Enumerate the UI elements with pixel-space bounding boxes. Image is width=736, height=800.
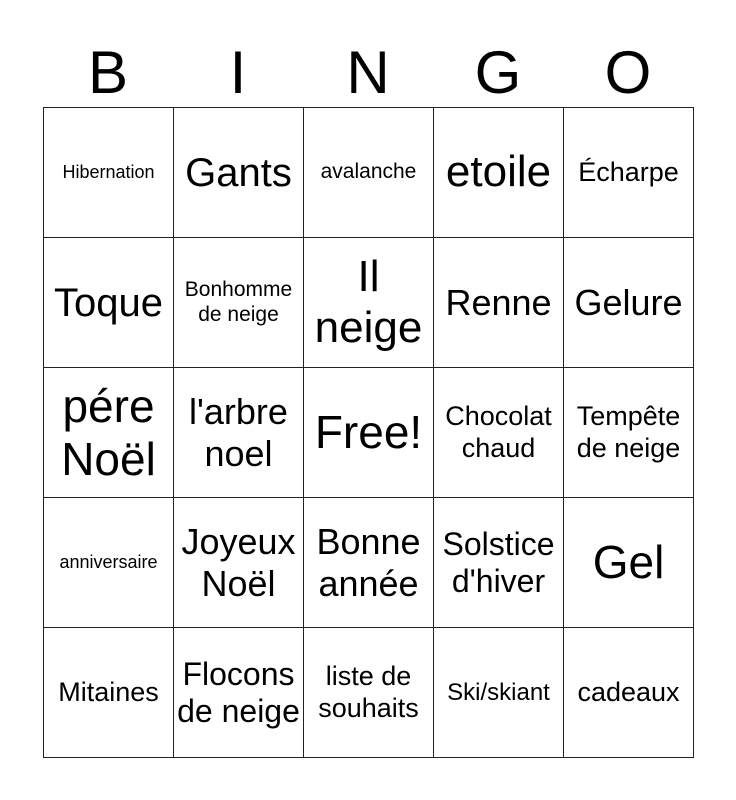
bingo-cell[interactable]: avalanche (304, 108, 434, 238)
grid-row (44, 108, 694, 238)
bingo-cell[interactable]: Écharpe (564, 108, 694, 238)
header-letter-o: O (604, 39, 652, 106)
bingo-cell[interactable]: pére Noël (44, 368, 174, 498)
bingo-cell[interactable]: Toque (44, 238, 174, 368)
bingo-cell[interactable]: liste de souhaits (304, 628, 434, 758)
bingo-cell[interactable]: Hibernation (44, 108, 174, 238)
bingo-card-grid (43, 107, 694, 758)
grid-row (44, 368, 694, 498)
bingo-cell[interactable]: etoile (434, 108, 564, 238)
bingo-cell[interactable]: Mitaines (44, 628, 174, 758)
header-letter-i: I (229, 39, 247, 106)
bingo-cell[interactable]: Solstice d'hiver (434, 498, 564, 628)
grid-row (44, 238, 694, 368)
bingo-cell[interactable]: Gelure (564, 238, 694, 368)
bingo-cell[interactable]: Joyeux Noël (174, 498, 304, 628)
bingo-cell[interactable]: Renne (434, 238, 564, 368)
bingo-header (43, 40, 693, 106)
bingo-cell[interactable]: Bonne année (304, 498, 434, 628)
bingo-cell[interactable]: Gel (564, 498, 694, 628)
bingo-cell[interactable]: Il neige (304, 238, 434, 368)
bingo-cell[interactable]: Gants (174, 108, 304, 238)
header-letter-g: G (474, 39, 522, 106)
free-cell[interactable]: Free! (304, 368, 434, 498)
grid-row (44, 498, 694, 628)
bingo-cell[interactable]: cadeaux (564, 628, 694, 758)
bingo-cell[interactable]: anniversaire (44, 498, 174, 628)
bingo-cell[interactable]: Tempête de neige (564, 368, 694, 498)
header-letter-n: N (346, 39, 390, 106)
bingo-cell[interactable]: l'arbre noel (174, 368, 304, 498)
bingo-cell[interactable]: Bonhomme de neige (174, 238, 304, 368)
bingo-cell[interactable]: Ski/skiant (434, 628, 564, 758)
bingo-cell[interactable]: Chocolat chaud (434, 368, 564, 498)
header-letter-b: B (87, 39, 129, 106)
bingo-cell[interactable]: Flocons de neige (174, 628, 304, 758)
grid-row (44, 628, 694, 758)
